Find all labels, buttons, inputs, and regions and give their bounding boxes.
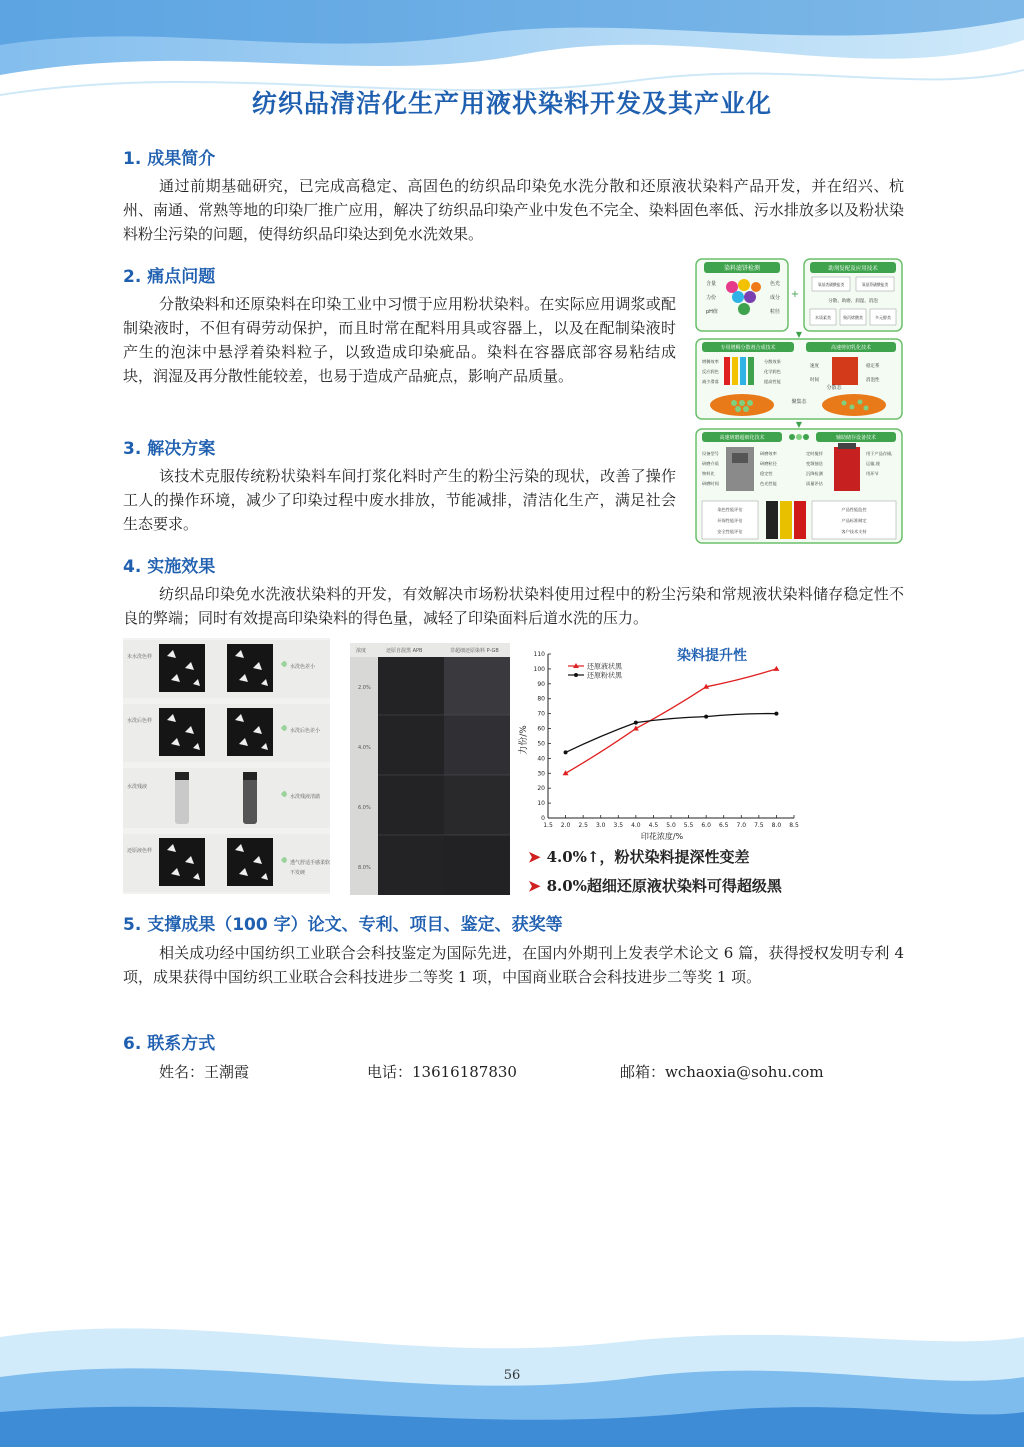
x-tick-label: 8.5 <box>789 822 799 829</box>
svg-text:染色性能评估: 染色性能评估 <box>717 507 743 512</box>
svg-text:聚丙烯酸类: 聚丙烯酸类 <box>843 315 863 320</box>
svg-text:力份: 力份 <box>706 295 717 301</box>
svg-text:▼: ▼ <box>795 420 803 429</box>
arrow-right-icon: ➤ <box>528 848 541 866</box>
svg-text:水洗后色样: 水洗后色样 <box>127 718 153 724</box>
process-flow-diagram <box>694 257 904 545</box>
chart-title: 染料提升性 <box>677 648 747 664</box>
x-tick-label: 7.5 <box>754 822 764 829</box>
arrow-right-icon: ➤ <box>528 877 541 895</box>
x-tick-label: 6.0 <box>701 822 711 829</box>
svg-text:消泡性: 消泡性 <box>866 378 880 383</box>
svg-text:氧基萘磺酸盐类: 氧基萘磺酸盐类 <box>861 282 889 287</box>
svg-text:色光: 色光 <box>770 281 781 287</box>
legend-label: 还原粉状黑 <box>587 671 622 680</box>
data-point <box>564 750 568 754</box>
svg-text:研磨时间: 研磨时间 <box>702 481 719 486</box>
svg-text:环保性能评估: 环保性能评估 <box>717 518 743 523</box>
x-tick-label: 6.5 <box>718 822 729 829</box>
svg-text:物料比: 物料比 <box>702 471 715 476</box>
svg-text:不发硬: 不发硬 <box>290 870 306 876</box>
svg-text:速度: 速度 <box>810 364 819 369</box>
svg-text:透气舒适手感柔软: 透气舒适手感柔软 <box>290 860 330 866</box>
legend-label: 还原液状黑 <box>587 662 622 671</box>
svg-text:含量: 含量 <box>706 281 717 287</box>
y-tick-label: 100 <box>533 665 545 673</box>
svg-text:稳定系: 稳定系 <box>866 364 880 369</box>
svg-text:分散效果: 分散效果 <box>764 359 781 364</box>
y-tick-label: 0 <box>541 815 545 822</box>
black-swatch-photo <box>350 643 510 895</box>
svg-text:用环节: 用环节 <box>866 471 879 476</box>
y-tick-label: 70 <box>537 710 545 718</box>
svg-text:研磨粒径: 研磨粒径 <box>760 461 777 466</box>
contact-name: 姓名：王潮霞 <box>159 1063 250 1081</box>
page-number: 56 <box>503 1368 521 1383</box>
svg-text:水洗后色差小: 水洗后色差小 <box>290 728 321 734</box>
svg-text:多元醇类: 多元醇类 <box>875 315 891 320</box>
x-tick-label: 3.5 <box>613 822 624 829</box>
data-point <box>773 666 779 671</box>
svg-text:时间: 时间 <box>810 378 819 383</box>
section-2-text: 分散染料和还原染料在印染工业中习惯于应用粉状染料。在实际应用调浆或配制染液时，不但有碍劳动保护，而且时常在配料用具或容器上，以及在配制染液时产生的泡沫中悬浮着染料粒子，以致造成印染疵品。染料在容器底部容易粘结成块，润湿及再分散性能较差，也易于造成产品疵点，影响产品质量。 <box>123 295 676 385</box>
svg-text:2.0%: 2.0% <box>358 685 371 691</box>
fabric-comparison-photo <box>123 638 330 894</box>
svg-text:水洗残液: 水洗残液 <box>127 784 148 790</box>
chart-ylabel: 力份/% <box>519 725 529 755</box>
series-line <box>566 669 777 773</box>
y-tick-label: 80 <box>537 695 545 703</box>
svg-text:水洗色差小: 水洗色差小 <box>290 664 316 670</box>
svg-text:辅助储存设备技术: 辅助储存设备技术 <box>835 435 877 441</box>
svg-text:非超细还原染料 P-GB: 非超细还原染料 P-GB <box>450 648 499 654</box>
svg-text:安全性能评估: 安全性能评估 <box>717 529 743 534</box>
svg-text:稳定性: 稳定性 <box>760 471 773 476</box>
svg-text:粒径: 粒径 <box>770 309 781 315</box>
contact-phone: 电话：13616187830 <box>367 1063 517 1081</box>
section-3-text: 该技术克服传统粉状染料车间打浆化料时产生的粉尘污染的现状，改善了操作工人的操作环境，减少了印染过程中废水排放，节能减排，清洁化生产，满足社会生态要求。 <box>123 467 676 533</box>
x-tick-label: 2.0 <box>560 822 571 829</box>
y-tick-label: 50 <box>537 740 545 748</box>
svg-text:化学润色: 化学润色 <box>764 369 781 374</box>
x-tick-label: 5.5 <box>683 822 694 829</box>
svg-text:研磨介质: 研磨介质 <box>702 461 719 466</box>
svg-text:客户技术支持: 客户技术支持 <box>841 529 867 534</box>
x-tick-label: 8.0 <box>771 822 782 829</box>
chart-xlabel: 印花浓度/% <box>640 832 684 840</box>
flow-box1-title: 染料滤饼检测 <box>723 265 761 272</box>
svg-text:pH值: pH值 <box>706 309 718 315</box>
section-2-heading: 2. 痛点问题 <box>123 267 216 287</box>
series-line <box>566 714 777 753</box>
section-5-heading: 5. 支撑成果（100 字）论文、专利、项目、鉴定、获奖等 <box>123 915 563 935</box>
section-1-heading: 1. 成果简介 <box>123 149 216 169</box>
data-point <box>634 721 638 725</box>
svg-text:4.0%: 4.0% <box>358 745 371 751</box>
svg-text:产品标准制定: 产品标准制定 <box>841 518 867 523</box>
svg-text:定时搅拌: 定时搅拌 <box>806 451 823 456</box>
svg-text:还原自混黑 APB: 还原自混黑 APB <box>386 648 423 654</box>
x-tick-label: 2.5 <box>578 822 588 829</box>
data-point <box>774 712 778 716</box>
svg-text:分散、助磨、润湿、消泡: 分散、助磨、润湿、消泡 <box>828 299 878 304</box>
dye-lift-chart <box>512 640 812 840</box>
svg-text:增稠效率: 增稠效率 <box>702 359 719 364</box>
x-tick-label: 3.0 <box>595 822 606 829</box>
svg-text:还原液色样: 还原液色样 <box>127 848 153 854</box>
y-tick-label: 90 <box>537 680 545 688</box>
x-tick-label: 1.5 <box>543 822 553 829</box>
contact-email[interactable]: 邮箱：wchaoxia@sohu.com <box>620 1063 824 1081</box>
svg-text:运输,使: 运输,使 <box>866 461 880 466</box>
y-tick-label: 60 <box>537 725 545 733</box>
svg-text:8.0%: 8.0% <box>358 865 371 871</box>
y-tick-label: 30 <box>537 770 545 778</box>
section-1-text: 通过前期基础研究，已完成高稳定、高固色的纺织品印染免水洗分散和还原液状染料产品开发，并在绍兴、杭州、南通、常熟等地的印染厂推广应用，解决了纺织品印染产业中发色不完全、染料固色率低、污水排放多以及粉状染料粉尘污染的问题，使得纺织品印染达到免水洗效果。 <box>123 177 904 243</box>
svg-text:浓度: 浓度 <box>356 648 367 654</box>
svg-text:成分: 成分 <box>770 295 781 301</box>
svg-text:产品性能监控: 产品性能监控 <box>841 507 867 512</box>
svg-text:变频抽送: 变频抽送 <box>806 461 823 466</box>
svg-text:专用增稠分散剂合成技术: 专用增稠分散剂合成技术 <box>720 345 776 351</box>
svg-text:6.0%: 6.0% <box>358 805 371 811</box>
svg-text:高速研磨超细化技术: 高速研磨超细化技术 <box>719 435 765 441</box>
svg-text:+: + <box>790 289 800 300</box>
svg-text:设备型号: 设备型号 <box>702 451 719 456</box>
x-tick-label: 4.5 <box>648 822 659 829</box>
svg-text:高速剪切乳化技术: 高速剪切乳化技术 <box>830 345 872 351</box>
section-4-text: 纺织品印染免水洗液状染料的开发，有效解决市场粉状染料使用过程中的粉尘污染和常规液状染料储存稳定性不良的弊端；同时有效提高印染染料的得色量，减轻了印染面料后道水洗的压力。 <box>123 585 904 627</box>
y-tick-label: 110 <box>533 651 545 658</box>
svg-text:色光性能: 色光性能 <box>760 481 777 486</box>
svg-text:木质素类: 木质素类 <box>815 315 831 320</box>
svg-text:▼: ▼ <box>795 330 803 339</box>
x-tick-label: 5.0 <box>666 822 676 829</box>
section-3-heading: 3. 解决方案 <box>123 439 216 459</box>
section-5-text: 相关成功经中国纺织工业联合会科技鉴定为国际先进，在国内外期刊上发表学术论文 6 篇，获得授权发明专利 4 项，成果获得中国纺织工业联合会科技进步二等奖 1 项，中国商业联合会科技进步二等奖 1 项。 <box>123 944 904 986</box>
x-tick-label: 4.0 <box>631 822 641 829</box>
conclusion-item: ➤ 8.0%超细还原液状染料可得超级黑 <box>528 877 782 895</box>
svg-text:用于产品存储,: 用于产品存储, <box>866 451 893 456</box>
legend-marker <box>574 673 578 677</box>
data-point <box>704 715 708 719</box>
svg-text:水洗残液清澈: 水洗残液清澈 <box>290 794 321 800</box>
svg-text:反应润色: 反应润色 <box>702 369 719 374</box>
svg-text:沉降检测: 沉降检测 <box>806 471 823 476</box>
chart-conclusions <box>528 846 782 904</box>
svg-text:助剂复配及应用技术: 助剂复配及应用技术 <box>828 266 878 272</box>
svg-text:质量评估: 质量评估 <box>806 481 823 486</box>
conclusion-item: ➤ 4.0%↑，粉状染料提深性变差 <box>528 848 750 866</box>
svg-text:未水洗色样: 未水洗色样 <box>127 654 153 660</box>
section-4-heading: 4. 实施效果 <box>123 557 216 577</box>
svg-text:聚集态: 聚集态 <box>791 399 807 405</box>
section-6-heading: 6. 联系方式 <box>123 1034 216 1054</box>
svg-text:提高性能: 提高性能 <box>764 379 781 384</box>
y-tick-label: 40 <box>537 755 545 763</box>
page-title: 纺织品清洁化生产用液状染料开发及其产业化 <box>251 89 772 118</box>
y-tick-label: 10 <box>537 800 545 808</box>
svg-text:减少滑落: 减少滑落 <box>702 379 719 384</box>
y-tick-label: 20 <box>537 785 545 793</box>
svg-text:氧基类磺酸盐类: 氧基类磺酸盐类 <box>817 282 845 287</box>
x-tick-label: 7.0 <box>736 822 747 829</box>
svg-text:分散态: 分散态 <box>826 385 842 391</box>
svg-text:研磨效率: 研磨效率 <box>760 451 777 456</box>
